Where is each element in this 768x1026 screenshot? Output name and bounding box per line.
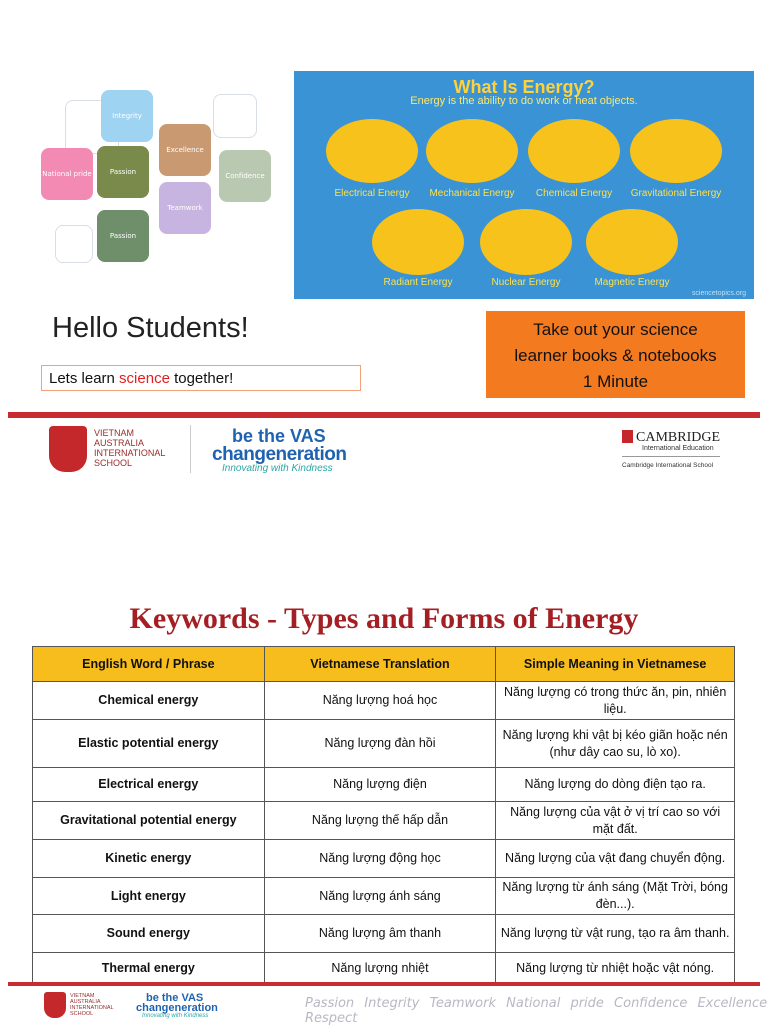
learn-highlight: science xyxy=(119,370,170,387)
collage-photo-students: Passion xyxy=(97,146,149,198)
table-row xyxy=(33,953,735,985)
cell-meaning: Năng lượng từ ánh sáng (Mặt Trời, bóng đèn...). xyxy=(496,878,735,915)
cell-vietnamese: Năng lượng hoá học xyxy=(264,682,496,720)
values-collage xyxy=(35,80,275,270)
cell-english: Elastic potential energy xyxy=(33,720,265,768)
collage-photo-basketball: Passion xyxy=(97,210,149,262)
cell-english: Gravitational potential energy xyxy=(33,802,265,840)
instruction-line: learner books & notebooks xyxy=(514,346,717,365)
poster-label-electrical: Electrical Energy xyxy=(334,188,410,199)
poster-credit: sciencetopics.org xyxy=(691,290,746,297)
column-header-english: English Word / Phrase xyxy=(33,647,265,682)
lightbulb-icon xyxy=(326,119,418,183)
cell-meaning: Năng lượng từ vật rung, tạo ra âm thanh. xyxy=(496,915,735,953)
instruction-box xyxy=(486,311,745,398)
table-row xyxy=(33,682,735,720)
logo-divider xyxy=(190,425,191,473)
cell-meaning: Năng lượng của vật ở vị trí cao so với mặt đất. xyxy=(496,802,735,840)
cell-vietnamese: Năng lượng điện xyxy=(264,768,496,802)
cambridge-name: CAMBRIDGE xyxy=(636,430,721,445)
poster-label-radiant: Radiant Energy xyxy=(383,277,453,288)
keywords-table xyxy=(32,646,735,985)
cell-vietnamese: Năng lượng nhiệt xyxy=(264,953,496,985)
school-name-line: AUSTRALIA xyxy=(94,438,145,448)
cell-vietnamese: Năng lượng ánh sáng xyxy=(264,878,496,915)
table-row xyxy=(33,878,735,915)
footer-school-name xyxy=(70,993,114,1017)
footer-slogan-sub: Innovating with Kindness xyxy=(142,1013,209,1019)
cell-english: Light energy xyxy=(33,878,265,915)
poster-title: What Is Energy? xyxy=(453,77,595,97)
column-header-vietnamese: Vietnamese Translation xyxy=(264,647,496,682)
brand-divider xyxy=(8,412,760,418)
table-row xyxy=(33,768,735,802)
collage-tile-confidence: Confidence xyxy=(219,150,271,202)
table-row xyxy=(33,802,735,840)
cell-meaning: Năng lượng của vật đang chuyển động. xyxy=(496,840,735,878)
molecule-icon xyxy=(528,119,620,183)
footer-crest-icon xyxy=(44,992,66,1018)
cell-vietnamese: Năng lượng động học xyxy=(264,840,496,878)
collage-photo-student: Excellence xyxy=(159,124,211,176)
cell-meaning: Năng lượng do dòng điện tạo ra. xyxy=(496,768,735,802)
cell-english: Electrical energy xyxy=(33,768,265,802)
footer-school-line: SCHOOL xyxy=(70,1011,94,1017)
cell-vietnamese: Năng lượng âm thanh xyxy=(264,915,496,953)
footer-school-line: INTERNATIONAL xyxy=(70,1005,114,1011)
poster-label-magnetic: Magnetic Energy xyxy=(594,277,670,288)
poster-label-mechanical: Mechanical Energy xyxy=(429,188,515,199)
collage-outline-tile xyxy=(213,94,257,138)
footer-slogan-top: be the VAS xyxy=(146,992,204,1004)
table-row xyxy=(33,840,735,878)
footer-divider xyxy=(8,982,760,986)
poster-label-chemical: Chemical Energy xyxy=(535,188,613,199)
learn-prefix: Lets learn xyxy=(49,370,120,387)
cambridge-shield-icon xyxy=(622,430,633,443)
footer-school-line: VIETNAM xyxy=(70,993,95,999)
keywords-title: Keywords - Types and Forms of Energy xyxy=(129,602,639,635)
collage-outline-tile xyxy=(55,225,93,263)
column-header-meaning: Simple Meaning in Vietnamese xyxy=(496,647,735,682)
instruction-line: 1 Minute xyxy=(582,372,649,391)
table-row xyxy=(33,915,735,953)
apple-falling-icon xyxy=(630,119,722,183)
poster-subtitle: Energy is the ability to do work or heat objects. xyxy=(410,95,638,107)
sun-icon xyxy=(372,209,464,275)
energy-poster xyxy=(294,71,754,299)
greeting-heading: Hello Students! xyxy=(52,312,249,344)
learn-suffix: together! xyxy=(169,370,234,387)
school-name xyxy=(94,428,165,468)
cell-english: Thermal energy xyxy=(33,953,265,985)
nuclear-plant-icon xyxy=(480,209,572,275)
magnet-icon xyxy=(586,209,678,275)
cell-vietnamese: Năng lượng đàn hồi xyxy=(264,720,496,768)
cell-english: Kinetic energy xyxy=(33,840,265,878)
school-values: Passion Integrity Teamwork National pride Confidence Excellence Respect xyxy=(305,996,768,1026)
collage-tile-national-pride: National pride xyxy=(41,148,93,200)
collage-tile-integrity: Integrity xyxy=(101,90,153,142)
slogan-top: be the VAS xyxy=(232,426,326,446)
cell-meaning: Năng lượng có trong thức ăn, pin, nhiên liệu. xyxy=(496,682,735,720)
cell-english: Sound energy xyxy=(33,915,265,953)
slide-intro xyxy=(0,0,768,510)
table-row xyxy=(33,720,735,768)
school-name-line: INTERNATIONAL xyxy=(94,448,166,458)
poster-label-nuclear: Nuclear Energy xyxy=(491,277,561,288)
cambridge-rule xyxy=(622,456,720,457)
school-crest-icon xyxy=(49,426,87,472)
cambridge-sub: International Education xyxy=(642,445,714,452)
slogan-main: changeneration xyxy=(212,444,347,465)
school-name-line: SCHOOL xyxy=(94,458,133,468)
poster-label-gravitational: Gravitational Energy xyxy=(630,188,722,199)
instruction-line: Take out your science xyxy=(533,320,698,339)
gears-icon xyxy=(426,119,518,183)
cell-meaning: Năng lượng khi vật bị kéo giãn hoặc nén (như dây cao su, lò xo). xyxy=(496,720,735,768)
cell-vietnamese: Năng lượng thế hấp dẫn xyxy=(264,802,496,840)
table-header-row xyxy=(33,647,735,682)
cell-meaning: Năng lượng từ nhiệt hoặc vật nóng. xyxy=(496,953,735,985)
cambridge-logo xyxy=(622,430,720,446)
slogan-sub: Innovating with Kindness xyxy=(222,463,333,474)
learn-together-box xyxy=(41,365,361,391)
footer-slogan-main: changeneration xyxy=(136,1002,218,1014)
footer-school-line: AUSTRALIA xyxy=(70,999,101,1005)
school-name-line: VIETNAM xyxy=(94,428,135,438)
slide-gap xyxy=(0,510,768,598)
cambridge-school: Cambridge International School xyxy=(622,462,714,469)
cell-english: Chemical energy xyxy=(33,682,265,720)
collage-tile-teamwork: Teamwork xyxy=(159,182,211,234)
